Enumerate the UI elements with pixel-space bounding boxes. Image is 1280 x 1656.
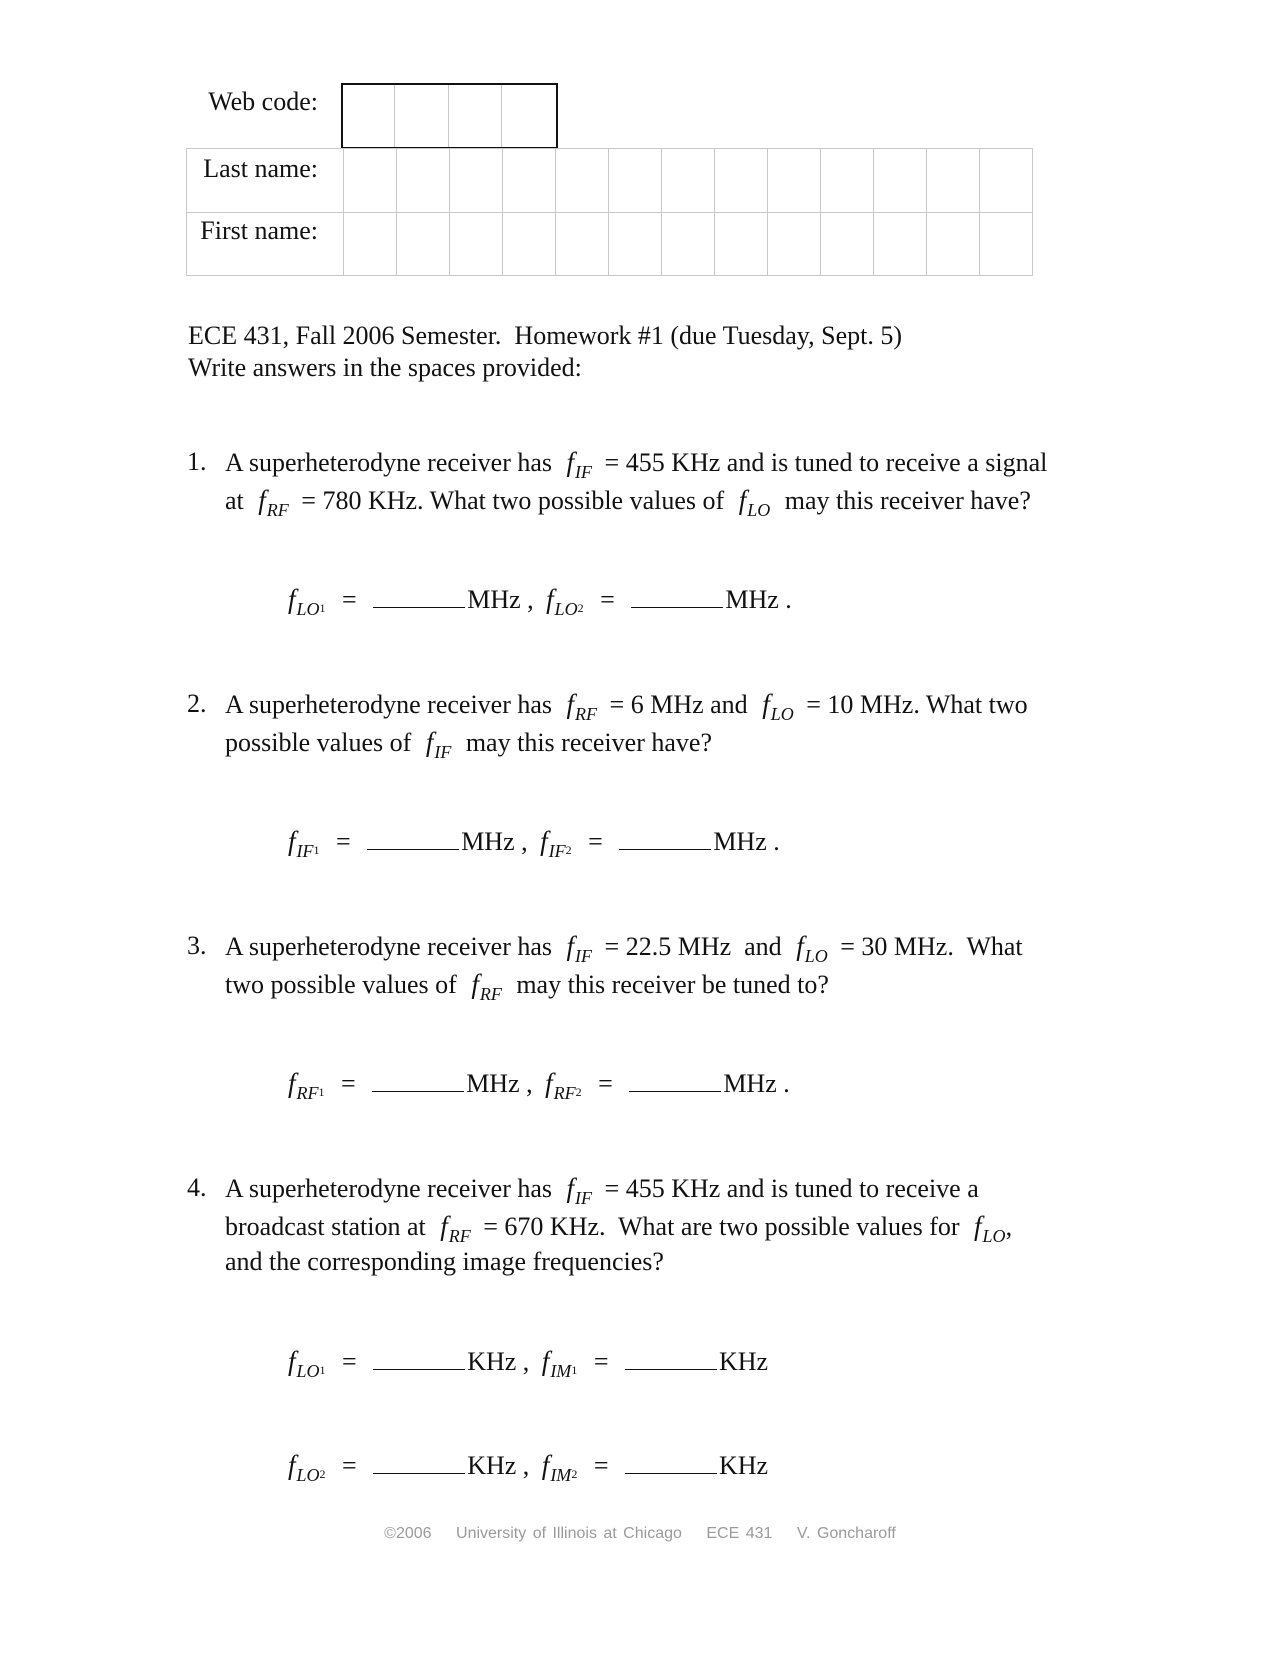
first-name-label: First name:	[200, 216, 318, 245]
last-name-cell[interactable]	[397, 149, 450, 213]
question-2-answer: $f_{IF}1$ = MHz , $f_{IF}2$ = MHz .	[288, 826, 780, 861]
question-1-answer: $f_{LO}1$ = MHz , $f_{LO}2$ = MHz .	[288, 584, 792, 619]
last-name-label: Last name:	[203, 154, 318, 183]
question-1-line-1: A superheterodyne receiver has $f_{IF} = 455$ KHz and is tuned to receive a signal	[225, 447, 1048, 482]
answer-blank[interactable]	[373, 587, 465, 608]
question-4-line-3: and the corresponding image frequencies?	[225, 1247, 664, 1276]
last-name-cell[interactable]	[503, 149, 556, 213]
question-2-number: 2.	[187, 689, 207, 718]
answer-blank[interactable]	[619, 829, 711, 850]
first-name-cell[interactable]	[397, 213, 450, 276]
footer	[0, 1525, 1280, 1543]
answer-blank[interactable]	[372, 1071, 464, 1092]
last-name-cell[interactable]	[874, 149, 927, 213]
web-code-label: Web code:	[208, 87, 318, 116]
answer-blank[interactable]	[625, 1453, 717, 1474]
last-name-cell[interactable]	[450, 149, 503, 213]
first-name-cell[interactable]	[874, 213, 927, 276]
first-name-cell[interactable]	[927, 213, 980, 276]
first-name-cell[interactable]	[662, 213, 715, 276]
last-name-cell[interactable]	[662, 149, 715, 213]
answer-blank[interactable]	[373, 1349, 465, 1370]
question-4-number: 4.	[187, 1173, 207, 1202]
answer-blank[interactable]	[629, 1071, 721, 1092]
question-2-line-1: A superheterodyne receiver has $f_{RF} = 6$ MHz and $f_{LO} = 10$ MHz. What two	[225, 689, 1028, 724]
last-name-cell[interactable]	[980, 149, 1033, 213]
answer-blank[interactable]	[367, 829, 459, 850]
last-name-cell[interactable]	[715, 149, 768, 213]
question-3-number: 3.	[187, 931, 207, 960]
question-1-number: 1.	[187, 447, 207, 476]
footer-university: University of Illinois at Chicago	[456, 1525, 682, 1542]
footer-copyright: ©2006	[384, 1525, 432, 1542]
question-4-line-2: broadcast station at $f_{RF} = 670$ KHz. What are two possible values for $f_{LO}$,	[225, 1211, 1013, 1246]
question-3-line-1: A superheterodyne receiver has $f_{IF} = 22.5$ MHz and $f_{LO} = 30$ MHz. What	[225, 931, 1023, 966]
last-name-cell[interactable]	[927, 149, 980, 213]
footer-author: V. Goncharoff	[796, 1525, 896, 1542]
first-name-cell[interactable]	[450, 213, 503, 276]
question-3-line-2: two possible values of $f_{RF}$ may this receiver be tuned to?	[225, 969, 829, 1004]
last-name-cell[interactable]	[609, 149, 662, 213]
first-name-cell[interactable]	[980, 213, 1033, 276]
first-name-cell[interactable]	[609, 213, 662, 276]
question-4-answer-2: $f_{LO}2$ = KHz , $f_{IM}2$ = KHz	[288, 1450, 769, 1485]
question-1-line-2: at $f_{RF} = 780$ KHz. What two possible values of $f_{LO}$ may this receiver have?	[225, 485, 1031, 520]
question-4-line-1: A superheterodyne receiver has $f_{IF} = 455$ KHz and is tuned to receive a	[225, 1173, 979, 1208]
answer-blank[interactable]	[625, 1349, 717, 1370]
question-3-answer: $f_{RF}1$ = MHz , $f_{RF}2$ = MHz .	[288, 1068, 790, 1103]
homework-title: ECE 431, Fall 2006 Semester. Homework #1 (due Tuesday, Sept. 5)	[188, 321, 902, 350]
first-name-cell[interactable]	[768, 213, 821, 276]
first-name-cell[interactable]	[344, 213, 397, 276]
first-name-cell[interactable]	[503, 213, 556, 276]
last-name-cell[interactable]	[556, 149, 609, 213]
footer-course: ECE 431	[706, 1525, 773, 1542]
first-name-cell[interactable]	[821, 213, 874, 276]
first-name-cell[interactable]	[715, 213, 768, 276]
last-name-cell[interactable]	[768, 149, 821, 213]
answer-blank[interactable]	[373, 1453, 465, 1474]
question-4-answer-1: $f_{LO}1$ = KHz , $f_{IM}1$ = KHz	[288, 1346, 769, 1381]
first-name-cell[interactable]	[556, 213, 609, 276]
instructions: Write answers in the spaces provided:	[188, 353, 582, 382]
question-2-line-2: possible values of $f_{IF}$ may this receiver have?	[225, 727, 712, 762]
answer-blank[interactable]	[631, 587, 723, 608]
last-name-cell[interactable]	[344, 149, 397, 213]
last-name-cell[interactable]	[821, 149, 874, 213]
web-code-box[interactable]	[341, 83, 558, 149]
